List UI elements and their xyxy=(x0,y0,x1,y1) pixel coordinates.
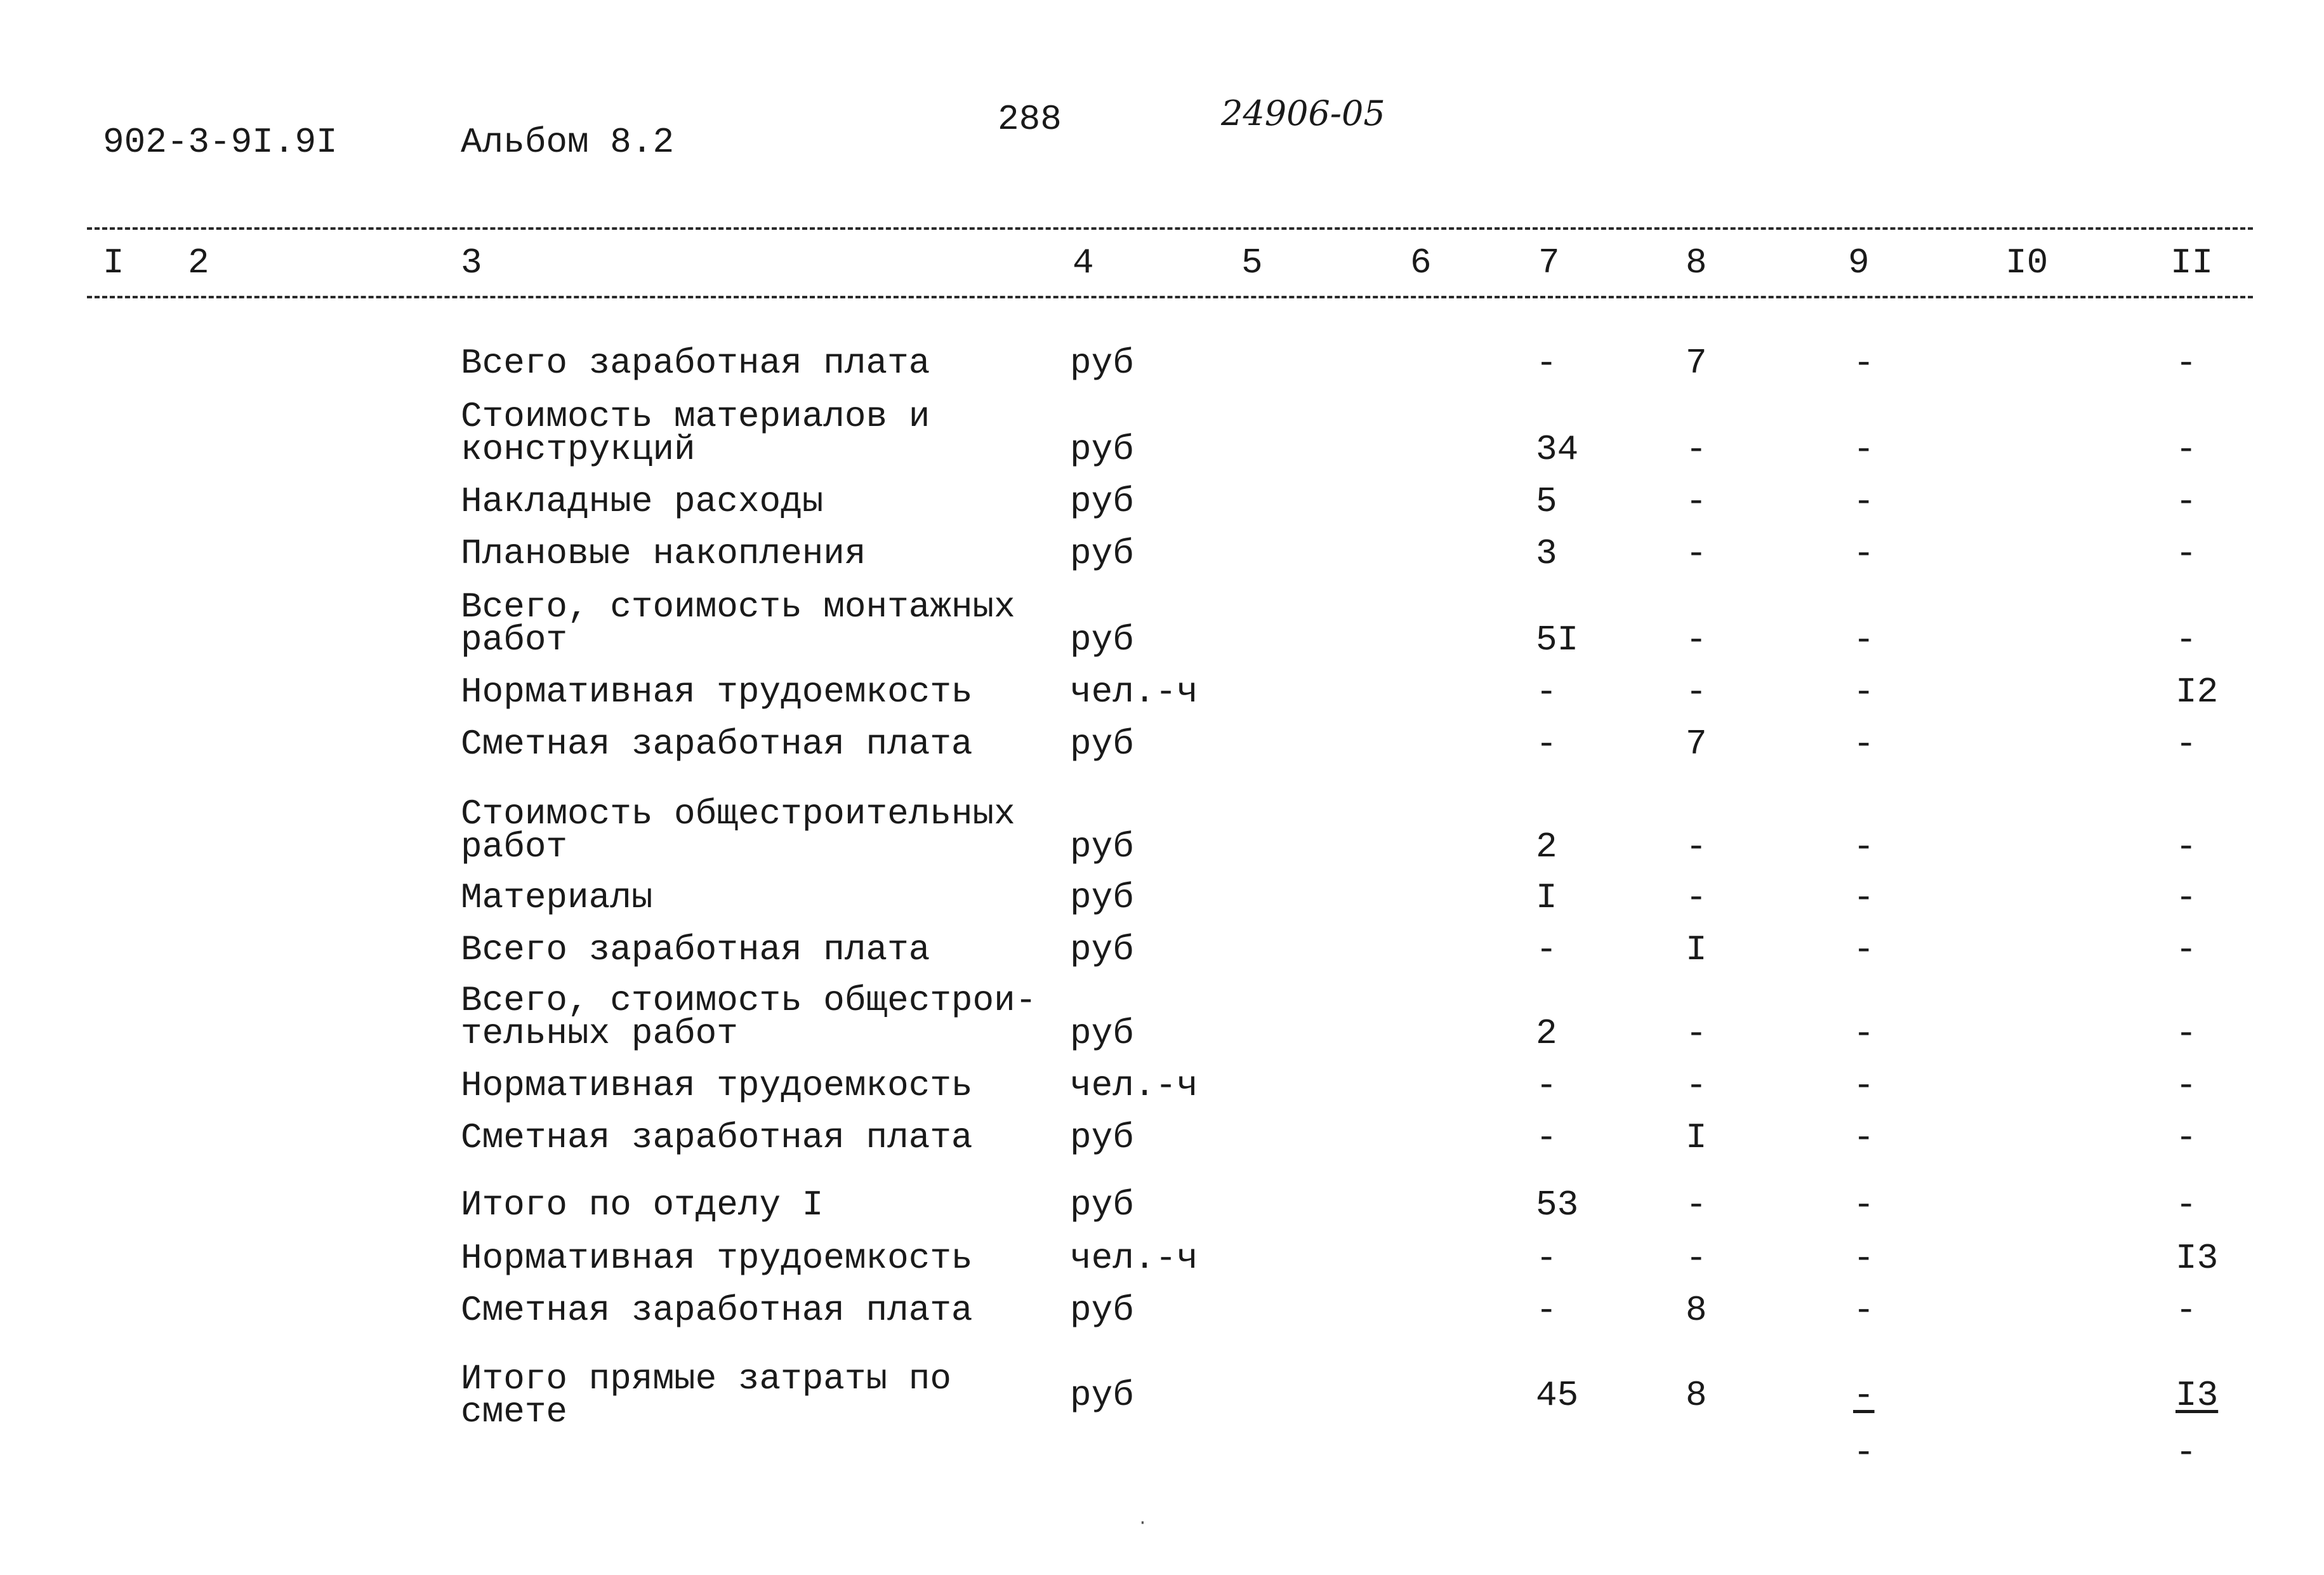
col8-cell: - xyxy=(1686,1013,1707,1054)
col8-cell: 8 xyxy=(1686,1290,1707,1331)
col9-cell: - xyxy=(1853,1013,1875,1054)
col11-cell: - xyxy=(2175,1117,2197,1158)
col8-cell: I xyxy=(1686,929,1707,970)
col9-cell: - xyxy=(1853,533,1875,574)
unit-cell: руб xyxy=(1070,620,1134,660)
col9-cell: - xyxy=(1853,827,1875,867)
footer-mark-col11: - xyxy=(2175,1432,2197,1473)
col7-cell: - xyxy=(1536,1238,1557,1279)
col7-cell: 45 xyxy=(1536,1375,1579,1416)
col7-cell: - xyxy=(1536,929,1557,970)
unit-cell: руб xyxy=(1070,827,1134,867)
row-description: Нормативная трудоемкость xyxy=(461,1238,973,1279)
col7-cell: 5 xyxy=(1536,481,1557,522)
col8-cell: I xyxy=(1686,1117,1707,1158)
col7-cell: - xyxy=(1536,1290,1557,1331)
column-header: 5 xyxy=(1241,243,1263,283)
scan-speck: · xyxy=(1137,1513,1148,1533)
column-header: II xyxy=(2170,243,2214,283)
unit-cell: руб xyxy=(1070,929,1134,970)
col8-cell: - xyxy=(1686,429,1707,470)
column-header: 6 xyxy=(1410,243,1432,283)
row-description: Материалы xyxy=(461,877,653,918)
col11-cell: - xyxy=(2175,827,2197,867)
col7-cell: 3 xyxy=(1536,533,1557,574)
unit-cell: руб xyxy=(1070,429,1134,470)
row-description: Нормативная трудоемкость xyxy=(461,672,973,712)
col9-cell: - xyxy=(1853,672,1875,712)
column-header: 2 xyxy=(188,243,209,283)
col11-cell: - xyxy=(2175,1185,2197,1225)
col9-cell: - xyxy=(1853,1238,1875,1279)
row-description: Всего заработная плата xyxy=(461,343,930,383)
unit-cell: руб xyxy=(1070,877,1134,918)
row-description: Всего, стоимость монтажных работ xyxy=(461,587,1015,660)
column-header: 8 xyxy=(1686,243,1707,283)
col9-cell: - xyxy=(1853,1117,1875,1158)
row-description: Итого по отделу I xyxy=(461,1185,824,1225)
col9-cell: - xyxy=(1853,620,1875,660)
col9-cell: - xyxy=(1853,724,1875,764)
col8-cell: - xyxy=(1686,1185,1707,1225)
col8-cell: - xyxy=(1686,672,1707,712)
page-number: 288 xyxy=(998,99,1062,140)
row-description: Сметная заработная плата xyxy=(461,1117,973,1158)
col9-cell: - xyxy=(1853,343,1875,383)
col7-cell: I xyxy=(1536,877,1557,918)
col9-cell: - xyxy=(1853,1375,1875,1416)
col11-cell: I2 xyxy=(2175,672,2219,712)
col11-cell: - xyxy=(2175,1290,2197,1331)
unit-cell: чел.-ч xyxy=(1070,1238,1198,1279)
col9-cell: - xyxy=(1853,1185,1875,1225)
col7-cell: - xyxy=(1536,672,1557,712)
col9-cell: - xyxy=(1853,1065,1875,1106)
col7-cell: 53 xyxy=(1536,1185,1579,1225)
header-bottom-rule xyxy=(87,296,2253,298)
unit-cell: руб xyxy=(1070,724,1134,764)
col9-cell: - xyxy=(1853,429,1875,470)
col8-cell: - xyxy=(1686,620,1707,660)
column-header: 7 xyxy=(1538,243,1560,283)
header-top-rule xyxy=(87,227,2253,230)
col8-cell: - xyxy=(1686,1238,1707,1279)
unit-cell: руб xyxy=(1070,343,1134,383)
row-description: Накладные расходы xyxy=(461,481,824,522)
col11-cell: - xyxy=(2175,929,2197,970)
row-description: Сметная заработная плата xyxy=(461,1290,973,1331)
col11-cell: I3 xyxy=(2175,1375,2219,1416)
album-label: Альбом 8.2 xyxy=(461,122,675,163)
inventory-number-handwritten: 24906-05 xyxy=(1221,93,1385,133)
column-header: 3 xyxy=(461,243,482,283)
col7-cell: - xyxy=(1536,343,1557,383)
col11-cell: - xyxy=(2175,429,2197,470)
col11-cell: - xyxy=(2175,481,2197,522)
document-code: 902-3-9I.9I xyxy=(103,122,338,163)
col11-cell: - xyxy=(2175,620,2197,660)
col7-cell: - xyxy=(1536,1117,1557,1158)
col8-cell: 7 xyxy=(1686,343,1707,383)
col7-cell: - xyxy=(1536,1065,1557,1106)
unit-cell: руб xyxy=(1070,1013,1134,1054)
col11-cell: - xyxy=(2175,1013,2197,1054)
col8-cell: - xyxy=(1686,533,1707,574)
unit-cell: руб xyxy=(1070,1290,1134,1331)
row-description: Стоимость общестроительных работ xyxy=(461,794,1015,867)
col11-cell: I3 xyxy=(2175,1238,2219,1279)
row-description: Нормативная трудоемкость xyxy=(461,1065,973,1106)
col11-cell: - xyxy=(2175,533,2197,574)
col11-cell: - xyxy=(2175,343,2197,383)
col11-cell: - xyxy=(2175,877,2197,918)
col9-cell: - xyxy=(1853,481,1875,522)
row-description: Итого прямые затраты по смете xyxy=(461,1359,951,1432)
col11-cell: - xyxy=(2175,724,2197,764)
col7-cell: 34 xyxy=(1536,429,1579,470)
row-description: Всего, стоимость общестрои- тельных работ xyxy=(461,980,1037,1054)
col7-cell: 5I xyxy=(1536,620,1579,660)
unit-cell: руб xyxy=(1070,1375,1134,1416)
col11-cell: - xyxy=(2175,1065,2197,1106)
column-header: I xyxy=(103,243,124,283)
unit-cell: руб xyxy=(1070,1185,1134,1225)
column-header: 9 xyxy=(1848,243,1870,283)
unit-cell: чел.-ч xyxy=(1070,672,1198,712)
row-description: Стоимость материалов и конструкций xyxy=(461,396,930,470)
col8-cell: - xyxy=(1686,1065,1707,1106)
col8-cell: 8 xyxy=(1686,1375,1707,1416)
col7-cell: - xyxy=(1536,724,1557,764)
col9-cell: - xyxy=(1853,1290,1875,1331)
col9-cell: - xyxy=(1853,877,1875,918)
col8-cell: - xyxy=(1686,481,1707,522)
row-description: Сметная заработная плата xyxy=(461,724,973,764)
unit-cell: руб xyxy=(1070,481,1134,522)
row-description: Плановые накопления xyxy=(461,533,866,574)
col7-cell: 2 xyxy=(1536,827,1557,867)
unit-cell: руб xyxy=(1070,533,1134,574)
col9-cell: - xyxy=(1853,929,1875,970)
footer-mark-col9: - xyxy=(1853,1432,1875,1473)
row-description: Всего заработная плата xyxy=(461,929,930,970)
unit-cell: руб xyxy=(1070,1117,1134,1158)
col8-cell: 7 xyxy=(1686,724,1707,764)
col8-cell: - xyxy=(1686,827,1707,867)
column-header: 4 xyxy=(1073,243,1094,283)
col7-cell: 2 xyxy=(1536,1013,1557,1054)
col8-cell: - xyxy=(1686,877,1707,918)
column-header: I0 xyxy=(2005,243,2049,283)
unit-cell: чел.-ч xyxy=(1070,1065,1198,1106)
